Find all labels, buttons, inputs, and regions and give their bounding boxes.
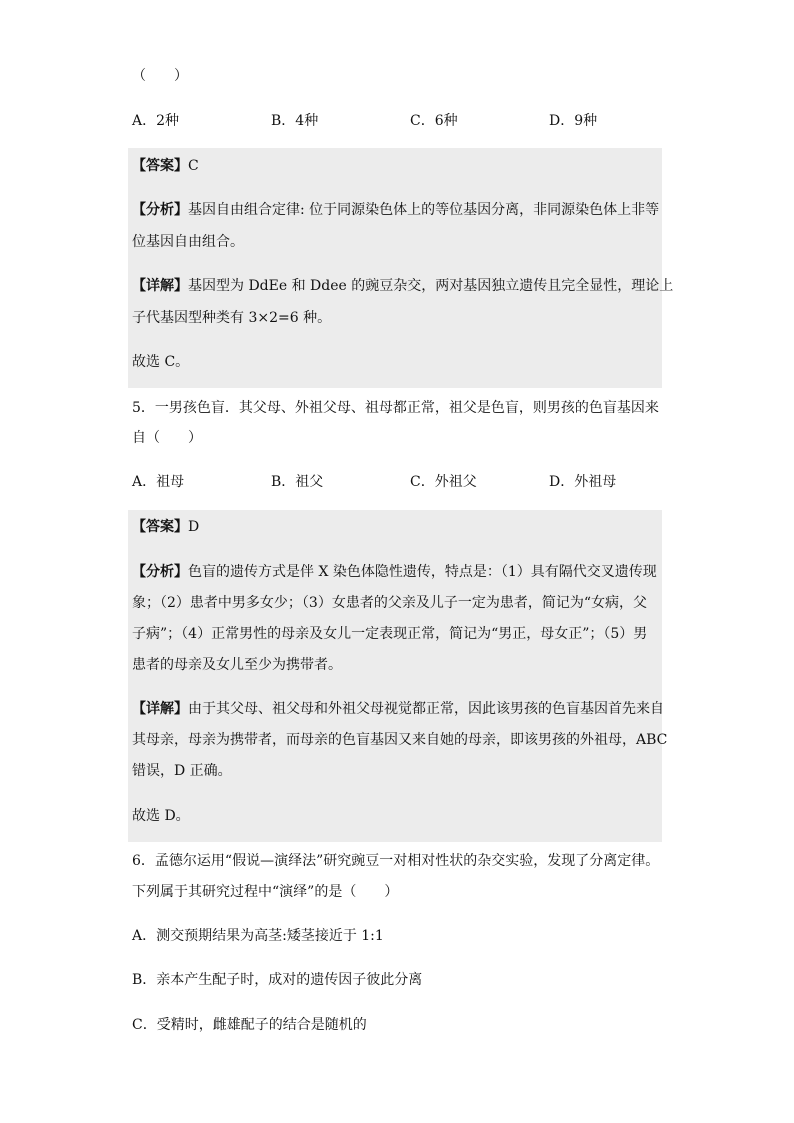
answer-tag: 【答案】	[132, 519, 188, 535]
q6-option-c: C．受精时，雌雄配子的结合是随机的	[132, 1017, 367, 1033]
q5-analysis-line-2: 象；（2）患者中男多女少；（3）女患者的父亲及儿子一定为患者，简记为“女病，父	[132, 595, 647, 611]
q5-option-d: D．外祖母	[549, 474, 617, 490]
q5-option-c: C．外祖父	[410, 474, 477, 490]
detail-text: 基因型为 DdEe 和 Ddee 的豌豆杂交，两对基因独立遗传且完全显性，理论上	[188, 278, 674, 294]
analysis-text: 色盲的遗传方式是伴 X 染色体隐性遗传，特点是：（1）具有隔代交叉遗传现	[188, 564, 657, 580]
q4-option-c: C．6种	[410, 113, 458, 129]
q5-detail-line-3: 错误，D 正确。	[132, 763, 232, 779]
detail-text: 由于其父母、祖父母和外祖父母视觉都正常，因此该男孩的色盲基因首先来自	[188, 701, 664, 717]
q5-analysis-line-4: 患者的母亲及女儿至少为携带者。	[132, 657, 342, 673]
analysis-text: 基因自由组合定律: 位于同源染色体上的等位基因分离，非同源染色体上非等	[188, 202, 660, 218]
analysis-tag: 【分析】	[132, 202, 188, 218]
q5-option-b: B．祖父	[271, 474, 324, 490]
q4-detail-line-2: 子代基因型种类有 3×2=6 种。	[132, 310, 332, 326]
analysis-tag: 【分析】	[132, 564, 188, 580]
detail-tag: 【详解】	[132, 278, 188, 294]
q5-answer-block	[128, 510, 662, 842]
q5-stem-line-1: 5．一男孩色盲．其父母、外祖父母、祖母都正常，祖父是色盲，则男孩的色盲基因来	[132, 400, 659, 416]
answer-value: C	[188, 158, 199, 174]
answer-tag: 【答案】	[132, 158, 188, 174]
q5-conclusion: 故选 D。	[132, 808, 190, 824]
q4-conclusion: 故选 C。	[132, 354, 190, 370]
q5-analysis-line-1	[132, 562, 657, 582]
q5-stem-line-2: 自（ ）	[132, 430, 202, 446]
q4-analysis-line-1	[132, 200, 659, 220]
q6-stem-line-1: 6．孟德尔运用“假说—演绎法”研究豌豆一对相对性状的杂交实验，发现了分离定律。	[132, 853, 660, 869]
q4-answer	[132, 156, 199, 176]
q5-detail-line-1	[132, 699, 664, 719]
q5-analysis-line-3: 子病”；（4）正常男性的母亲及女儿一定表现正常，简记为“男正，母女正”；（5）男	[132, 626, 648, 642]
q6-option-b: B．亲本产生配子时，成对的遗传因子彼此分离	[132, 972, 423, 988]
q4-answer-block	[128, 148, 662, 388]
q5-detail-line-2: 其母亲，母亲为携带者，而母亲的色盲基因又来自她的母亲，即该男孩的外祖母，ABC	[132, 732, 668, 748]
q4-detail-line-1	[132, 276, 673, 296]
q6-stem-line-2: 下列属于其研究过程中“演绎”的是（ ）	[132, 884, 399, 900]
q4-option-b: B．4种	[271, 113, 319, 129]
q4-analysis-line-2: 位基因自由组合。	[132, 234, 244, 250]
q6-option-a: A．测交预期结果为高茎:矮茎接近于 1:1	[132, 928, 384, 944]
q4-option-d: D．9种	[549, 113, 598, 129]
detail-tag: 【详解】	[132, 701, 188, 717]
q4-stem-tail: （ ）	[132, 68, 188, 84]
q4-option-a: A．2种	[132, 113, 180, 129]
q5-answer	[132, 517, 199, 537]
q5-option-a: A．祖母	[132, 474, 185, 490]
answer-value: D	[188, 519, 200, 535]
